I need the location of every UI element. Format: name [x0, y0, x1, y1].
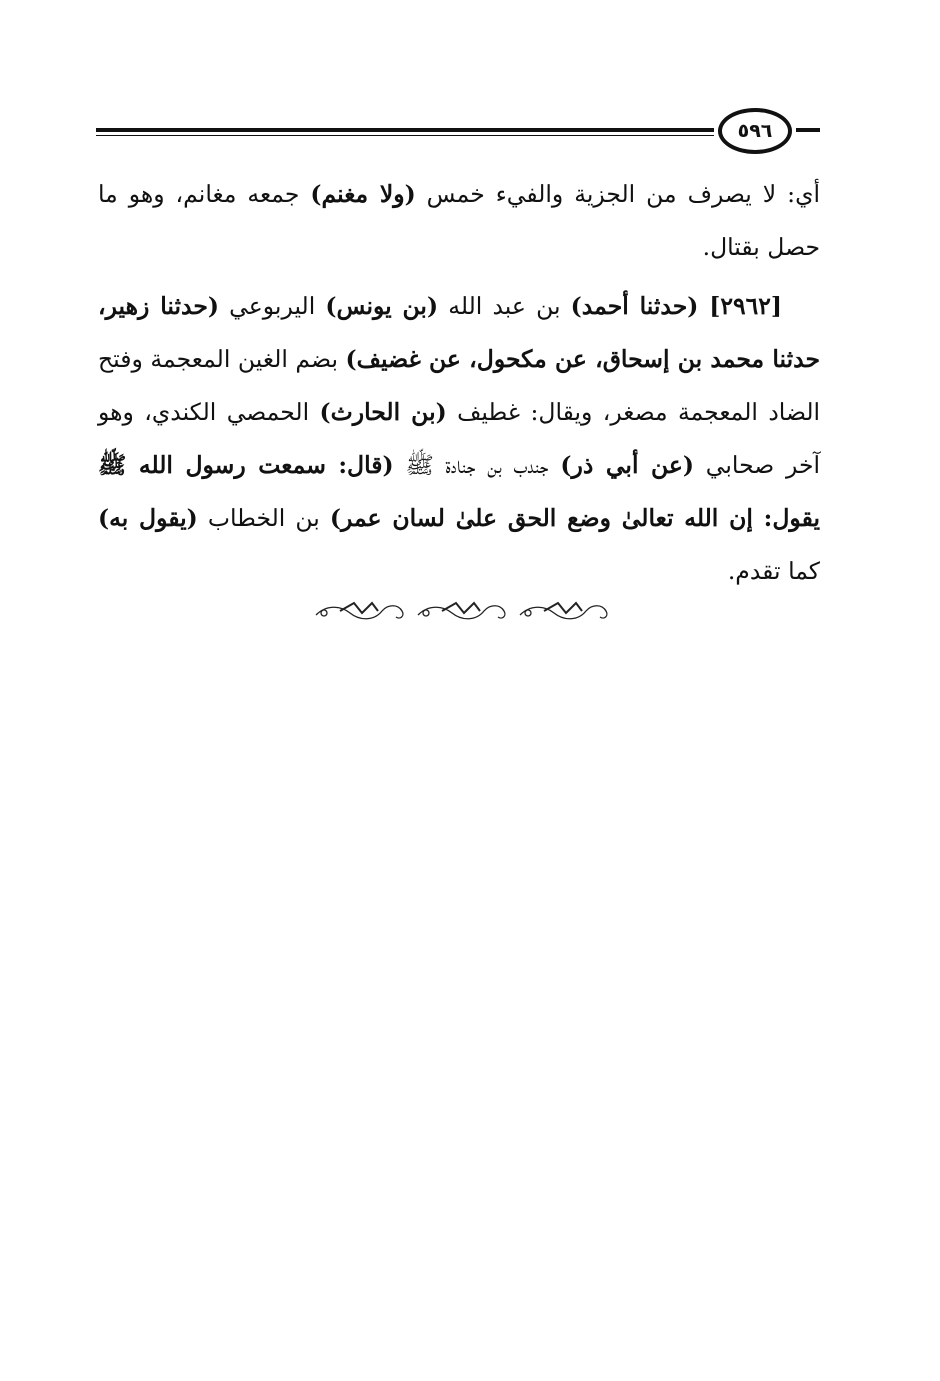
header-rule-thick [96, 128, 714, 132]
quoted-hadith-text: (حدثنا زهير، حدثنا محمد بن إسحاق، عن مكحول، عن غضيف) [98, 292, 820, 373]
paragraph-hadith [98, 280, 820, 598]
page-header [96, 100, 820, 160]
header-rule-right [796, 128, 820, 132]
text-run: كما تقدم. [727, 557, 820, 585]
header-rule-thin [96, 135, 714, 136]
quoted-hadith-text: (قال: سمعت رسول الله ﷺ يقول: إن الله تعالىٰ وضع الحق علىٰ لسان عمر) [98, 451, 821, 532]
text-run: بضم الغين المعجمة وفتح الضاد المعجمة مصغر، ويقال: غطيف [98, 345, 821, 426]
text-run: أي: لا يصرف من الجزية والفيء خمس [415, 180, 820, 208]
quoted-hadith-text: (عن أبي ذر) [560, 451, 695, 479]
decorative-divider-icon [310, 595, 616, 625]
page-number: ٥٩٦ [718, 108, 792, 154]
page-body [98, 168, 820, 604]
text-run: جمعه مغانم، وهو ما حصل بقتال. [98, 180, 820, 261]
quoted-hadith-text: (بن الحارث) [319, 398, 447, 426]
hadith-number-and-narrator: [٢٩٦٢] (حدثنا أحمد) [570, 292, 782, 320]
paragraph-commentary [98, 168, 820, 274]
text-run: بن عبد الله [438, 292, 571, 320]
text-run: الحمصي الكندي، وهو آخر صحابي [98, 398, 821, 479]
quoted-hadith-text: (بن يونس) [325, 292, 439, 320]
text-run: جندب بن جنادة ﷺ [393, 451, 561, 479]
text-run: بن الخطاب [197, 504, 330, 532]
text-run: اليربوعي [219, 292, 326, 320]
quoted-hadith-text: (ولا مغنم) [310, 180, 416, 208]
quoted-hadith-text: (يقول به) [98, 504, 198, 532]
